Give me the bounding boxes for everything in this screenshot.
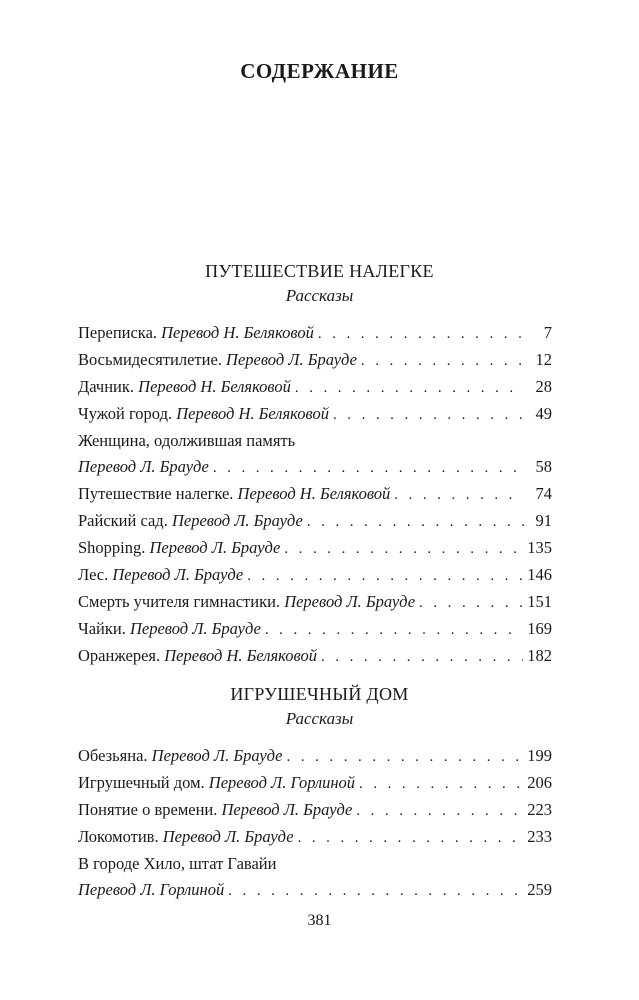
toc-entry	[78, 508, 552, 535]
entry-title: Чайки.	[78, 619, 126, 638]
leader-dots	[333, 402, 524, 428]
entry-title: Райский сад.	[78, 511, 168, 530]
entry-page-number: 223	[527, 800, 552, 819]
toc-entry	[78, 824, 552, 851]
leader-dots	[359, 771, 523, 797]
entry-title: Переписка.	[78, 323, 158, 342]
toc-entry	[78, 797, 552, 824]
entry-page-number: 135	[527, 538, 552, 557]
entry-title: Shopping.	[78, 538, 146, 557]
entry-translator: Перевод Л. Брауде	[226, 350, 357, 369]
section-title: ПУТЕШЕСТВИЕ НАЛЕГКЕ	[205, 261, 434, 281]
entry-page-number: 199	[527, 746, 552, 765]
toc-list	[78, 320, 552, 670]
page-title: СОДЕРЖАНИЕ	[240, 59, 399, 83]
entry-translator: Перевод Л. Брауде	[162, 827, 294, 846]
leader-dots	[298, 825, 524, 851]
leader-dots	[361, 348, 524, 374]
entry-translator: Перевод Н. Беляковой	[161, 323, 314, 342]
leader-dots	[318, 321, 524, 347]
entry-title: Игрушечный дом.	[78, 773, 205, 792]
entry-translator: Перевод Л. Горлиной	[208, 773, 356, 792]
toc-list	[78, 743, 552, 904]
entry-page-number: 74	[535, 484, 552, 503]
entry-page-number: 28	[535, 377, 552, 396]
entry-translator: Перевод Л. Брауде	[151, 746, 283, 765]
toc-entry	[78, 320, 552, 347]
entry-title: Дачник.	[78, 377, 135, 396]
entry-title: Обезьяна.	[78, 746, 148, 765]
entry-title: Женщина, одолжившая память	[78, 431, 296, 450]
leader-dots	[394, 482, 524, 508]
entry-title: В городе Хило, штат Гавайи	[78, 854, 277, 873]
entry-title: Путешествие налегке.	[78, 484, 234, 503]
section-subtitle: Рассказы	[285, 286, 354, 305]
leader-dots	[321, 644, 523, 670]
leader-dots	[228, 878, 523, 904]
entry-title: Локомотив.	[78, 827, 159, 846]
entry-translator: Перевод Л. Горлиной	[78, 880, 225, 899]
entry-page-number: 169	[527, 619, 552, 638]
entry-translator: Перевод Н. Беляковой	[237, 484, 391, 503]
entry-title: Лес.	[78, 565, 109, 584]
toc-entry	[78, 428, 552, 481]
entry-title: Восьмидесятилетие.	[78, 350, 222, 369]
entry-translator: Перевод Л. Брауде	[171, 511, 303, 530]
entry-page-number: 182	[527, 646, 552, 665]
entry-translator: Перевод Л. Брауде	[221, 800, 353, 819]
entry-translator: Перевод Н. Беляковой	[138, 377, 291, 396]
toc-entry	[78, 481, 552, 508]
entry-translator: Перевод Л. Брауде	[112, 565, 244, 584]
entry-page-number: 233	[527, 827, 552, 846]
toc-entry	[78, 851, 552, 904]
entry-page-number: 7	[543, 323, 552, 342]
section-title: ИГРУШЕЧНЫЙ ДОМ	[230, 684, 409, 704]
toc-entry	[78, 374, 552, 401]
toc-entry	[78, 562, 552, 589]
toc-entry	[78, 535, 552, 562]
leader-dots	[287, 744, 524, 770]
leader-dots	[356, 798, 523, 824]
leader-dots	[265, 617, 523, 643]
toc-entry	[78, 616, 552, 643]
entry-title: Чужой город.	[78, 404, 173, 423]
entry-page-number: 58	[535, 457, 552, 476]
toc-entry	[78, 770, 552, 797]
leader-dots	[213, 455, 524, 481]
entry-title: Смерть учителя гимнастики.	[78, 592, 281, 611]
entry-translator: Перевод Н. Беляковой	[176, 404, 329, 423]
leader-dots	[307, 509, 524, 535]
entry-page-number: 206	[527, 773, 552, 792]
entry-translator: Перевод Л. Брауде	[149, 538, 281, 557]
toc-entry	[78, 347, 552, 374]
entry-translator: Перевод Л. Брауде	[129, 619, 261, 638]
entry-translator: Перевод Л. Брауде	[78, 457, 209, 476]
section-subtitle: Рассказы	[285, 709, 354, 728]
entry-page-number: 151	[527, 592, 552, 611]
toc-entry	[78, 643, 552, 670]
entry-title: Понятие о времени.	[78, 800, 218, 819]
toc-entry	[78, 589, 552, 616]
page-number: 381	[307, 912, 332, 929]
entry-translator: Перевод Л. Брауде	[284, 592, 416, 611]
entry-page-number: 49	[535, 404, 552, 423]
toc-entry	[78, 401, 552, 428]
toc-entry	[78, 743, 552, 770]
entry-page-number: 12	[535, 350, 552, 369]
leader-dots	[295, 375, 524, 401]
entry-translator: Перевод Н. Беляковой	[164, 646, 317, 665]
leader-dots	[284, 536, 523, 562]
leader-dots	[247, 563, 523, 589]
entry-page-number: 91	[535, 511, 552, 530]
leader-dots	[419, 590, 523, 616]
entry-title: Оранжерея.	[78, 646, 161, 665]
entry-page-number: 259	[527, 880, 552, 899]
entry-page-number: 146	[527, 565, 552, 584]
